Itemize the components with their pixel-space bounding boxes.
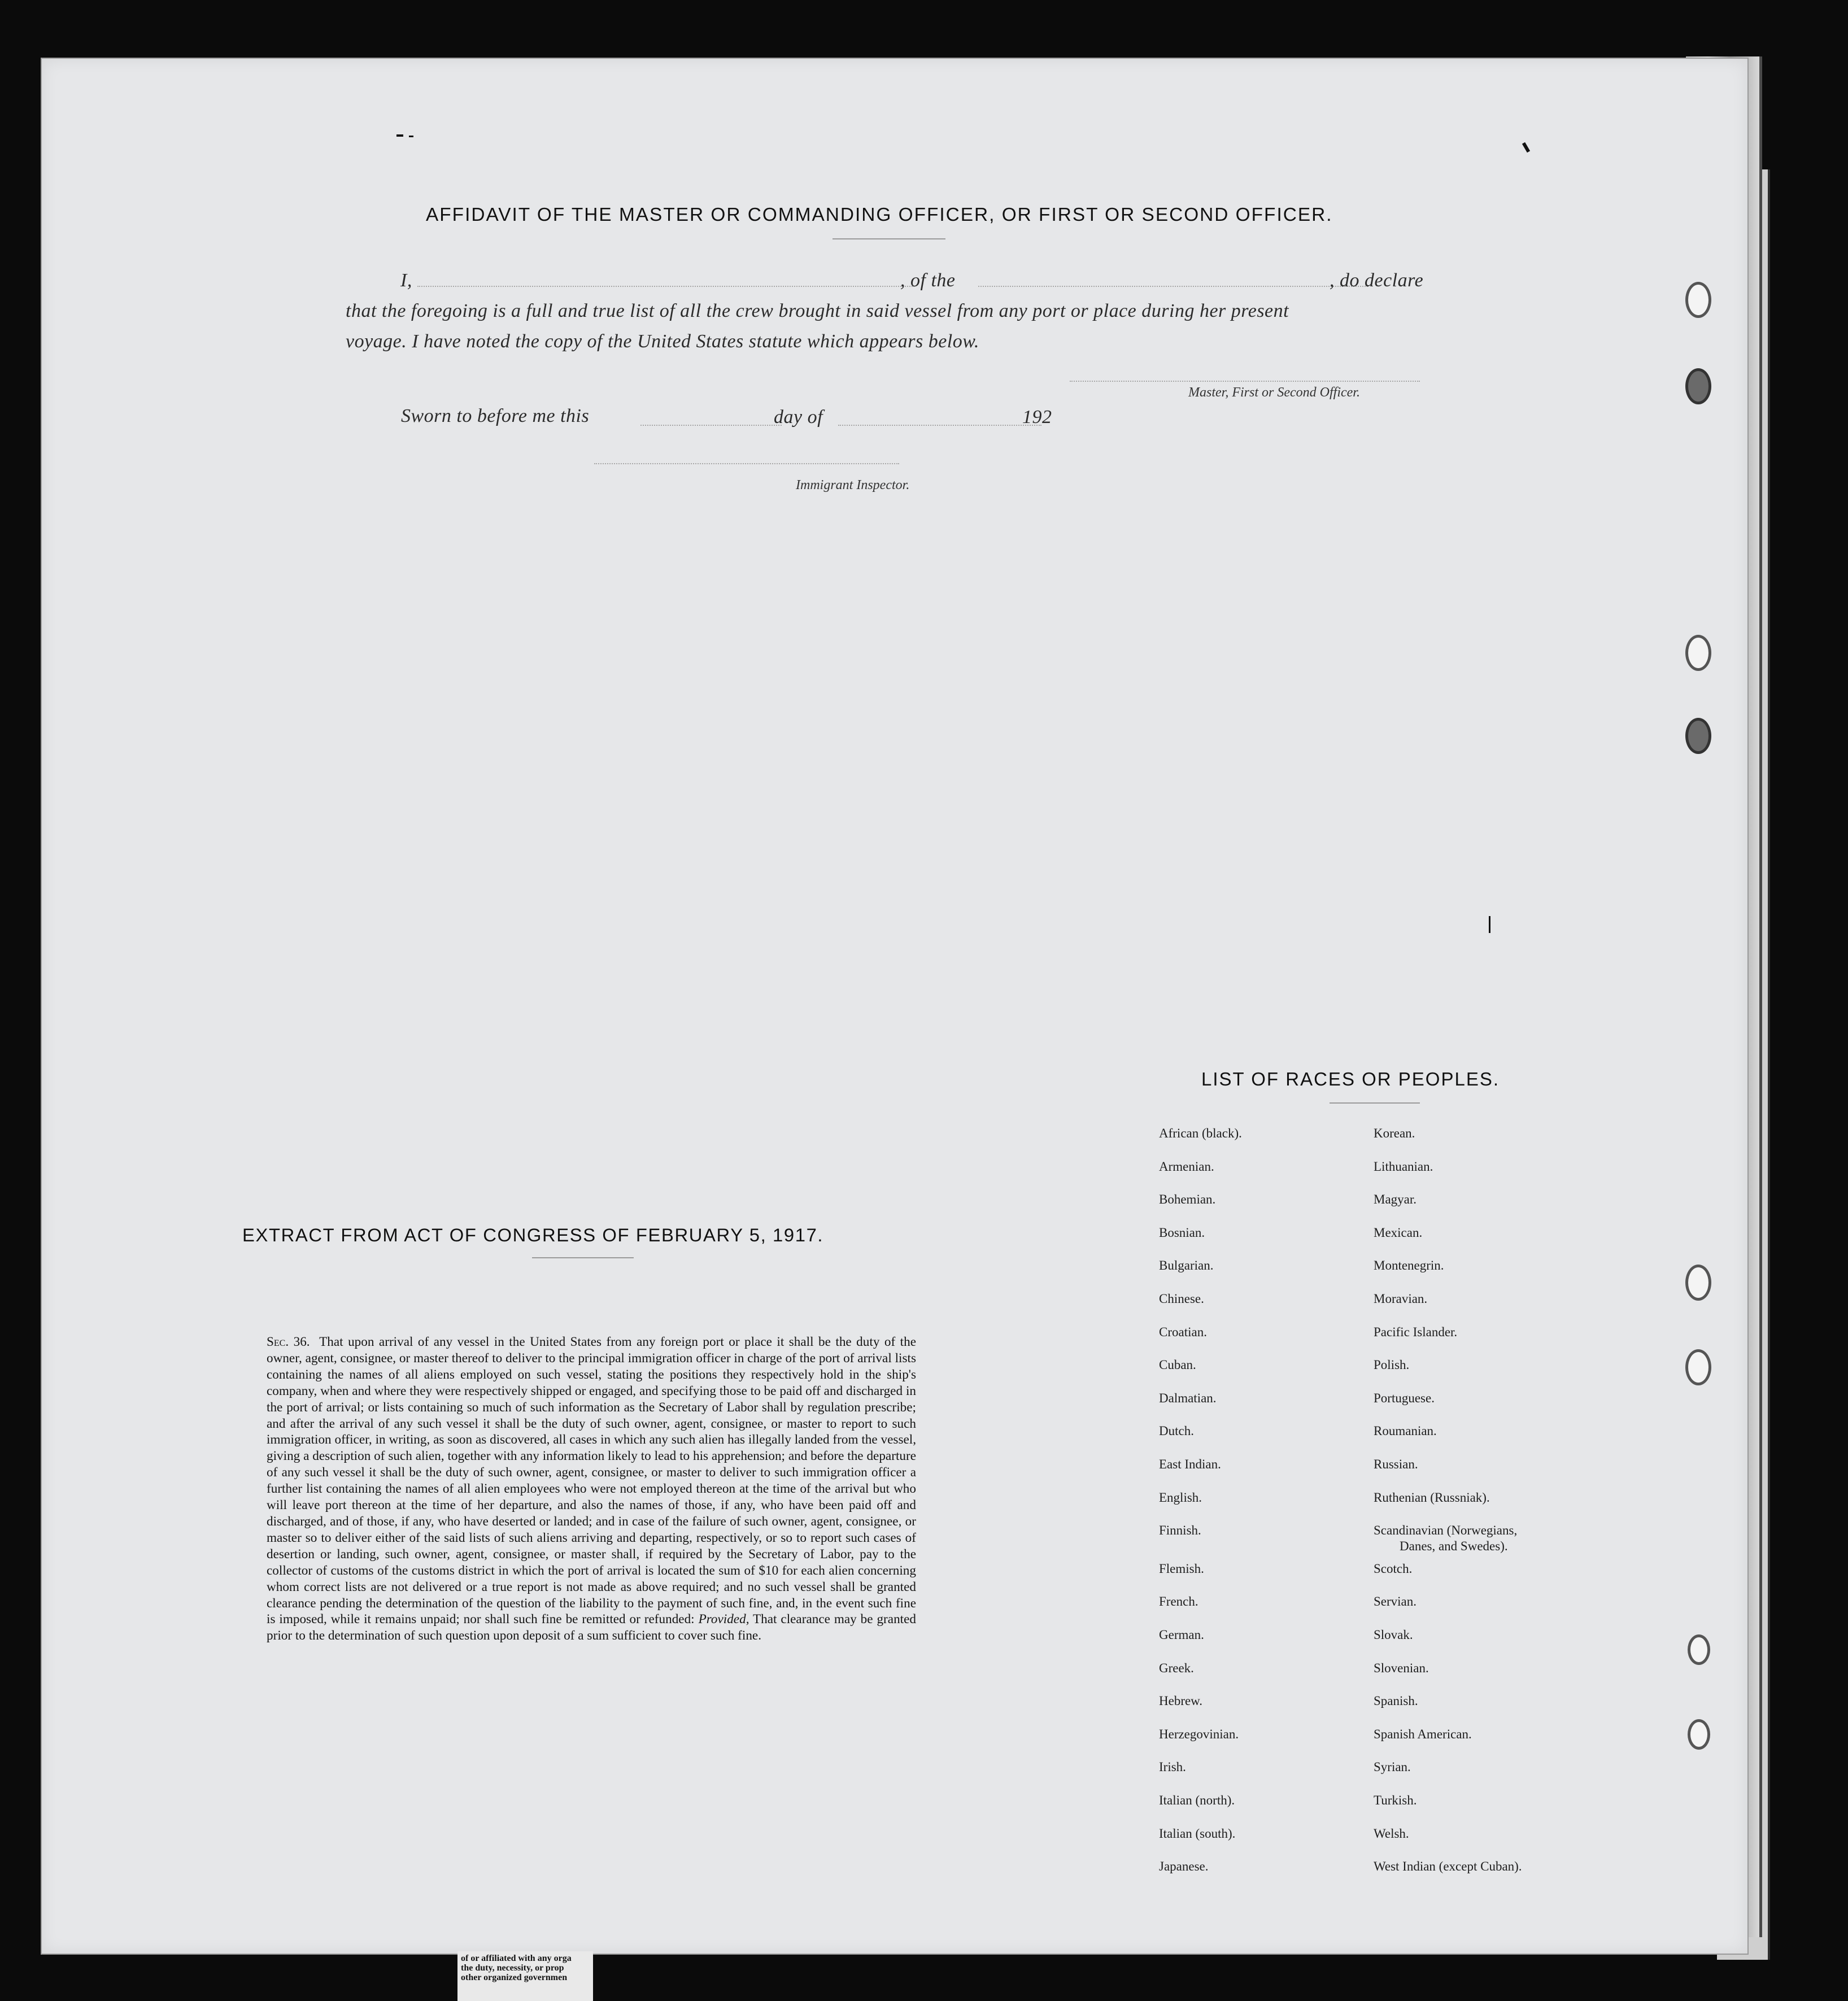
race-item: Italian (south). xyxy=(1159,1826,1236,1841)
race-item: Hebrew. xyxy=(1159,1694,1203,1708)
race-item: Lithuanian. xyxy=(1374,1159,1433,1174)
race-item: Slovak. xyxy=(1374,1628,1413,1642)
race-item: German. xyxy=(1159,1628,1204,1642)
binder-hole xyxy=(1685,1265,1711,1301)
name-field-line[interactable] xyxy=(417,286,914,287)
race-item: Mexican. xyxy=(1374,1225,1423,1240)
master-signature-line[interactable] xyxy=(1070,381,1420,382)
race-item: Russian. xyxy=(1374,1457,1418,1471)
race-item: Spanish. xyxy=(1374,1694,1418,1708)
affidavit-title: AFFIDAVIT OF THE MASTER OR COMMANDING OFFICER, OR FIRST OR SECOND OFFICER. xyxy=(426,204,1333,225)
extract-rule xyxy=(532,1257,634,1258)
sworn-day-line[interactable] xyxy=(640,425,782,426)
race-item: Bulgarian. xyxy=(1159,1258,1214,1273)
sworn-prefix: Sworn to before me this xyxy=(401,406,590,426)
race-item: Italian (north). xyxy=(1159,1793,1235,1807)
race-item: Montenegrin. xyxy=(1374,1258,1444,1273)
sworn-month-line[interactable] xyxy=(838,425,1041,426)
race-item: West Indian (except Cuban). xyxy=(1374,1859,1522,1874)
binder-hole xyxy=(1688,1719,1710,1750)
underlying-page-fragment xyxy=(457,1951,593,2001)
race-item: Croatian. xyxy=(1159,1324,1207,1339)
inspector-signature-line[interactable] xyxy=(594,463,899,464)
of-the-label: , of the xyxy=(900,270,956,291)
ink-mark xyxy=(1522,142,1530,153)
extract-title: EXTRACT FROM ACT OF CONGRESS OF FEBRUARY 5, 1917. xyxy=(242,1224,824,1245)
ink-mark xyxy=(396,134,403,137)
affidavit-line-3: voyage. I have noted the copy of the United States statute which appears below. xyxy=(346,331,979,352)
fragment-line: other organized governmen xyxy=(461,1973,568,1982)
race-item: Scotch. xyxy=(1374,1561,1413,1576)
ink-mark xyxy=(1489,916,1490,933)
binder-hole xyxy=(1688,1634,1710,1665)
race-item: Moravian. xyxy=(1374,1292,1428,1306)
race-item: Roumanian. xyxy=(1374,1424,1437,1438)
race-item: Finnish. xyxy=(1159,1523,1201,1538)
race-item: Irish. xyxy=(1159,1760,1186,1775)
fragment-line: the duty, necessity, or prop xyxy=(461,1963,564,1973)
binder-hole xyxy=(1685,718,1711,754)
race-item: Polish. xyxy=(1374,1358,1410,1372)
race-item: Armenian. xyxy=(1159,1159,1214,1174)
race-item: Spanish American. xyxy=(1374,1727,1472,1741)
binder-hole xyxy=(1685,635,1711,671)
section-tail: That clearance may be granted prior to the determination of such question upon deposit of a sum sufficient to cover such fine. xyxy=(267,1612,916,1643)
fragment-line: of or affiliated with any orga xyxy=(461,1954,572,1963)
races-title: LIST OF RACES OR PEOPLES. xyxy=(1201,1069,1500,1089)
race-item: East Indian. xyxy=(1159,1457,1221,1471)
vessel-field-line[interactable] xyxy=(978,286,1368,287)
extract-body xyxy=(267,1334,916,1644)
race-item: Japanese. xyxy=(1159,1859,1209,1874)
provided-word: Provided, xyxy=(698,1612,749,1627)
race-item: Turkish. xyxy=(1374,1793,1417,1807)
title-rule xyxy=(833,238,945,239)
race-item: Chinese. xyxy=(1159,1292,1204,1306)
affidavit-line-1 xyxy=(400,270,412,291)
section-text: That upon arrival of any vessel in the United States from any foreign port or place it shall be the duty of the owner, agent, consignee, or master thereof to deliver to the principal immigration officer in charge of the port of arrival lists containing the names of all aliens employed on such vessel, stating the positions they respectively hold in the ship's company, when and where they were respectively shipped or engaged, and specifying those to be paid off and discharged in the port of arrival; or lists containing so much of such information as the Secretary of Labor shall by regulation prescribe; and after the arrival of any such vessel it shall be the duty of such owner, agent, consignee, or master to report to such immigration officer, in writing, as soon as discovered, all cases in which any such alien has illegally landed from the vessel, giving a description of such alien, together with any information likely to lead to his apprehension; and before the departure of any such vessel it shall be the duty of such owner, agent, consignee, or master to deliver to such immigration officer a further list containing the names of all alien employees who were not employed thereon at the time of the arrival but who will leave port thereon at the time of her departure, and also the names of those, if any, who have been paid off and discharged, and of those, if any, who have deserted or landed; and in case of the failure of such owner, agent, consignee, or master so to deliver either of the said lists of such aliens arriving and departing, respectively, or so to report such cases of desertion or landing, such owner, agent, consignee, or master shall, if required by the Secretary of Labor, pay to the collector of customs of the customs district in which the port of arrival is located the sum of $10 for each alien concerning whom correct lists are not delivered or a true report is not made as above required; and no such vessel shall be granted clearance pending the determination of the question of the liability to the payment of such fine, and, in the event such fine is imposed, while it remains unpaid; nor shall such fine be remitted or refunded: xyxy=(267,1335,916,1627)
binder-hole xyxy=(1685,1349,1711,1385)
race-item: Korean. xyxy=(1374,1126,1415,1140)
race-item: Slovenian. xyxy=(1374,1660,1429,1675)
race-item: Dutch. xyxy=(1159,1424,1194,1438)
race-item: Scandinavian (Norwegians, xyxy=(1374,1523,1518,1538)
race-item: Flemish. xyxy=(1159,1561,1204,1576)
section-number: Sec. 36. xyxy=(267,1335,310,1349)
race-item: Greek. xyxy=(1159,1660,1194,1675)
master-label: Master, First or Second Officer. xyxy=(1188,385,1360,400)
manifest-page xyxy=(41,58,1749,1955)
binder-hole xyxy=(1685,368,1711,404)
race-item: African (black). xyxy=(1159,1126,1242,1140)
race-item: Bohemian. xyxy=(1159,1192,1216,1207)
inspector-label: Immigrant Inspector. xyxy=(796,478,910,492)
race-item: Dalmatian. xyxy=(1159,1390,1217,1405)
race-item: English. xyxy=(1159,1490,1202,1505)
race-item: Servian. xyxy=(1374,1594,1417,1609)
year-label: 192 xyxy=(1022,407,1052,428)
race-item: Syrian. xyxy=(1374,1760,1411,1775)
race-item: Magyar. xyxy=(1374,1192,1417,1207)
race-item: Cuban. xyxy=(1159,1358,1196,1372)
race-item: Bosnian. xyxy=(1159,1225,1205,1240)
race-item: Welsh. xyxy=(1374,1826,1409,1841)
affidavit-i: I, xyxy=(400,270,412,291)
affidavit-line-2: that the foregoing is a full and true list of all the crew brought in said vessel from any port or place during her present xyxy=(346,300,1289,321)
race-item-continuation: Danes, and Swedes). xyxy=(1400,1539,1508,1554)
race-item: French. xyxy=(1159,1594,1198,1609)
race-item: Herzegovinian. xyxy=(1159,1727,1239,1741)
day-of-label: day of xyxy=(774,407,823,428)
race-item: Pacific Islander. xyxy=(1374,1324,1458,1339)
declare-label: , do declare xyxy=(1330,270,1424,291)
binder-hole xyxy=(1685,282,1711,318)
races-rule xyxy=(1330,1102,1420,1104)
race-item: Portuguese. xyxy=(1374,1390,1435,1405)
ink-mark xyxy=(409,136,413,137)
race-item: Ruthenian (Russniak). xyxy=(1374,1490,1490,1505)
